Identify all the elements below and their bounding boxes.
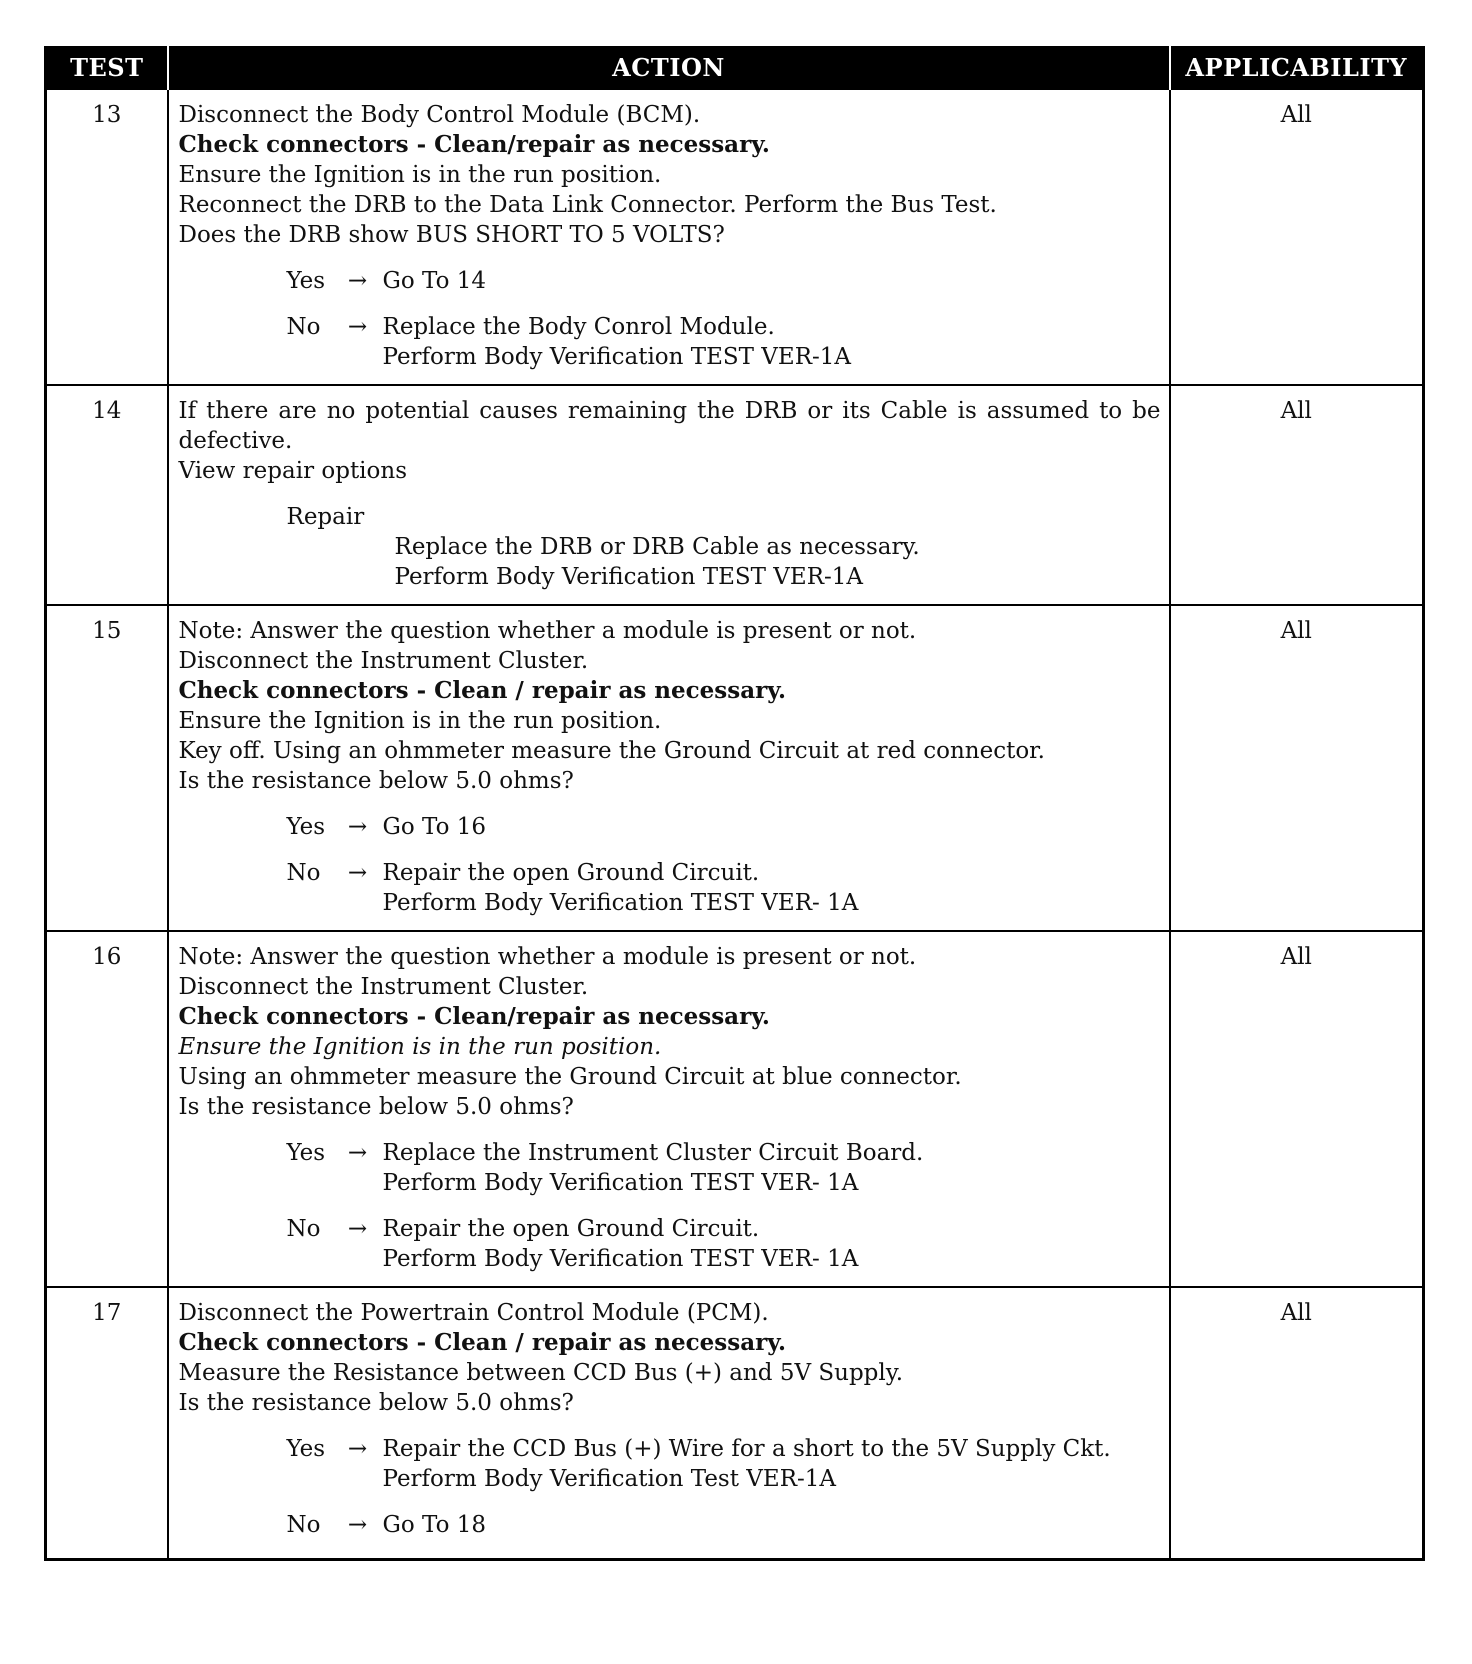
response-text: Repair the open Ground Circuit. (382, 860, 760, 886)
header-test: TEST (46, 46, 168, 89)
arrow-right-icon: → (347, 1512, 368, 1538)
action-line: Check connectors - Clean / repair as necessary. (178, 1329, 786, 1356)
action-line: If there are no potential causes remaining the DRB or its Cable is assumed to be defective. (178, 398, 1161, 454)
yes-label: Yes (286, 268, 326, 294)
response-text: Go To 14 (382, 268, 487, 294)
action-line: Key off. Using an ohmmeter measure the Ground Circuit at red connector. (178, 738, 1045, 764)
repair-label: Repair (286, 504, 365, 530)
no-label: No (286, 1512, 321, 1538)
header-action: ACTION (168, 46, 1170, 89)
diagnostic-test-table (44, 46, 1425, 1561)
header-applicability: APPLICABILITY (1170, 46, 1424, 89)
action-line: Note: Answer the question whether a module is present or not. (178, 618, 917, 644)
action-line: Measure the Resistance between CCD Bus (+) and 5V Supply. (178, 1360, 903, 1386)
arrow-right-icon: → (347, 314, 368, 340)
table-row (46, 931, 1424, 1287)
table-row (46, 89, 1424, 385)
yes-label: Yes (286, 814, 326, 840)
response-no (179, 858, 1161, 918)
response-text: Repair the open Ground Circuit. (382, 1216, 760, 1242)
diagnostic-table-sheet (44, 46, 1422, 1561)
action-line: Disconnect the Instrument Cluster. (178, 648, 589, 674)
action-line: Is the resistance below 5.0 ohms? (178, 1390, 574, 1416)
table-row (46, 385, 1424, 605)
action-line: Disconnect the Powertrain Control Module (PCM). (178, 1300, 769, 1326)
response-yes (179, 812, 1161, 842)
action-line: Using an ohmmeter measure the Ground Circuit at blue connector. (178, 1064, 962, 1090)
arrow-right-icon: → (347, 1216, 368, 1242)
test-number: 14 (46, 385, 168, 605)
arrow-right-icon: → (347, 860, 368, 886)
action-line: Check connectors - Clean / repair as necessary. (178, 677, 786, 704)
response-no (179, 1214, 1161, 1274)
applicability-value: All (1170, 89, 1424, 385)
action-line: Disconnect the Instrument Cluster. (178, 974, 589, 1000)
response-text: Go To 18 (382, 1512, 487, 1538)
applicability-value: All (1170, 1287, 1424, 1559)
response-text: Replace the Instrument Cluster Circuit Board. (382, 1140, 924, 1166)
table-row (46, 605, 1424, 931)
action-cell (168, 89, 1170, 385)
arrow-right-icon: → (347, 1140, 368, 1166)
applicability-value: All (1170, 931, 1424, 1287)
response-yes (179, 266, 1161, 296)
action-cell (168, 605, 1170, 931)
action-line: Reconnect the DRB to the Data Link Connector. Perform the Bus Test. (178, 192, 997, 218)
action-line: Check connectors - Clean/repair as necessary. (178, 131, 770, 158)
response-yes (179, 1138, 1161, 1198)
response-text: Perform Body Verification Test VER-1A (382, 1466, 837, 1492)
response-text: Go To 16 (382, 814, 487, 840)
response-no (179, 312, 1161, 372)
no-label: No (286, 1216, 321, 1242)
action-line: Note: Answer the question whether a module is present or not. (178, 944, 917, 970)
test-number: 16 (46, 931, 168, 1287)
response-text: Perform Body Verification TEST VER- 1A (382, 1246, 859, 1272)
response-text: Repair the CCD Bus (+) Wire for a short to the 5V Supply Ckt. (382, 1436, 1111, 1462)
yes-label: Yes (286, 1436, 326, 1462)
response-text: Perform Body Verification TEST VER- 1A (382, 890, 859, 916)
arrow-right-icon: → (347, 268, 368, 294)
response-text: Perform Body Verification TEST VER- 1A (382, 1170, 859, 1196)
table-row (46, 1287, 1424, 1559)
action-cell (168, 931, 1170, 1287)
repair-options (179, 532, 1161, 592)
no-label: No (286, 860, 321, 886)
action-line: Ensure the Ignition is in the run position. (178, 162, 662, 188)
arrow-right-icon: → (347, 1436, 368, 1462)
applicability-value: All (1170, 605, 1424, 931)
response-text: Perform Body Verification TEST VER-1A (382, 344, 852, 370)
test-number: 17 (46, 1287, 168, 1559)
action-cell (168, 385, 1170, 605)
test-number: 15 (46, 605, 168, 931)
action-line: Disconnect the Body Control Module (BCM). (178, 102, 701, 128)
action-line: Is the resistance below 5.0 ohms? (178, 768, 574, 794)
action-line: Check connectors - Clean/repair as necessary. (178, 1003, 770, 1030)
repair-text: Replace the DRB or DRB Cable as necessary. (394, 534, 920, 560)
action-line: Ensure the Ignition is in the run position. (178, 1034, 662, 1060)
action-line: View repair options (178, 458, 408, 484)
action-line: Is the resistance below 5.0 ohms? (178, 1094, 574, 1120)
action-line: Ensure the Ignition is in the run position. (178, 708, 662, 734)
action-line: Does the DRB show BUS SHORT TO 5 VOLTS? (178, 222, 725, 248)
arrow-right-icon: → (347, 814, 368, 840)
action-cell (168, 1287, 1170, 1559)
test-number: 13 (46, 89, 168, 385)
no-label: No (286, 314, 321, 340)
applicability-value: All (1170, 385, 1424, 605)
response-yes (179, 1434, 1161, 1494)
yes-label: Yes (286, 1140, 326, 1166)
repair-text: Perform Body Verification TEST VER-1A (394, 564, 864, 590)
table-header-row (46, 46, 1424, 89)
response-no (179, 1510, 1161, 1540)
response-text: Replace the Body Conrol Module. (382, 314, 775, 340)
